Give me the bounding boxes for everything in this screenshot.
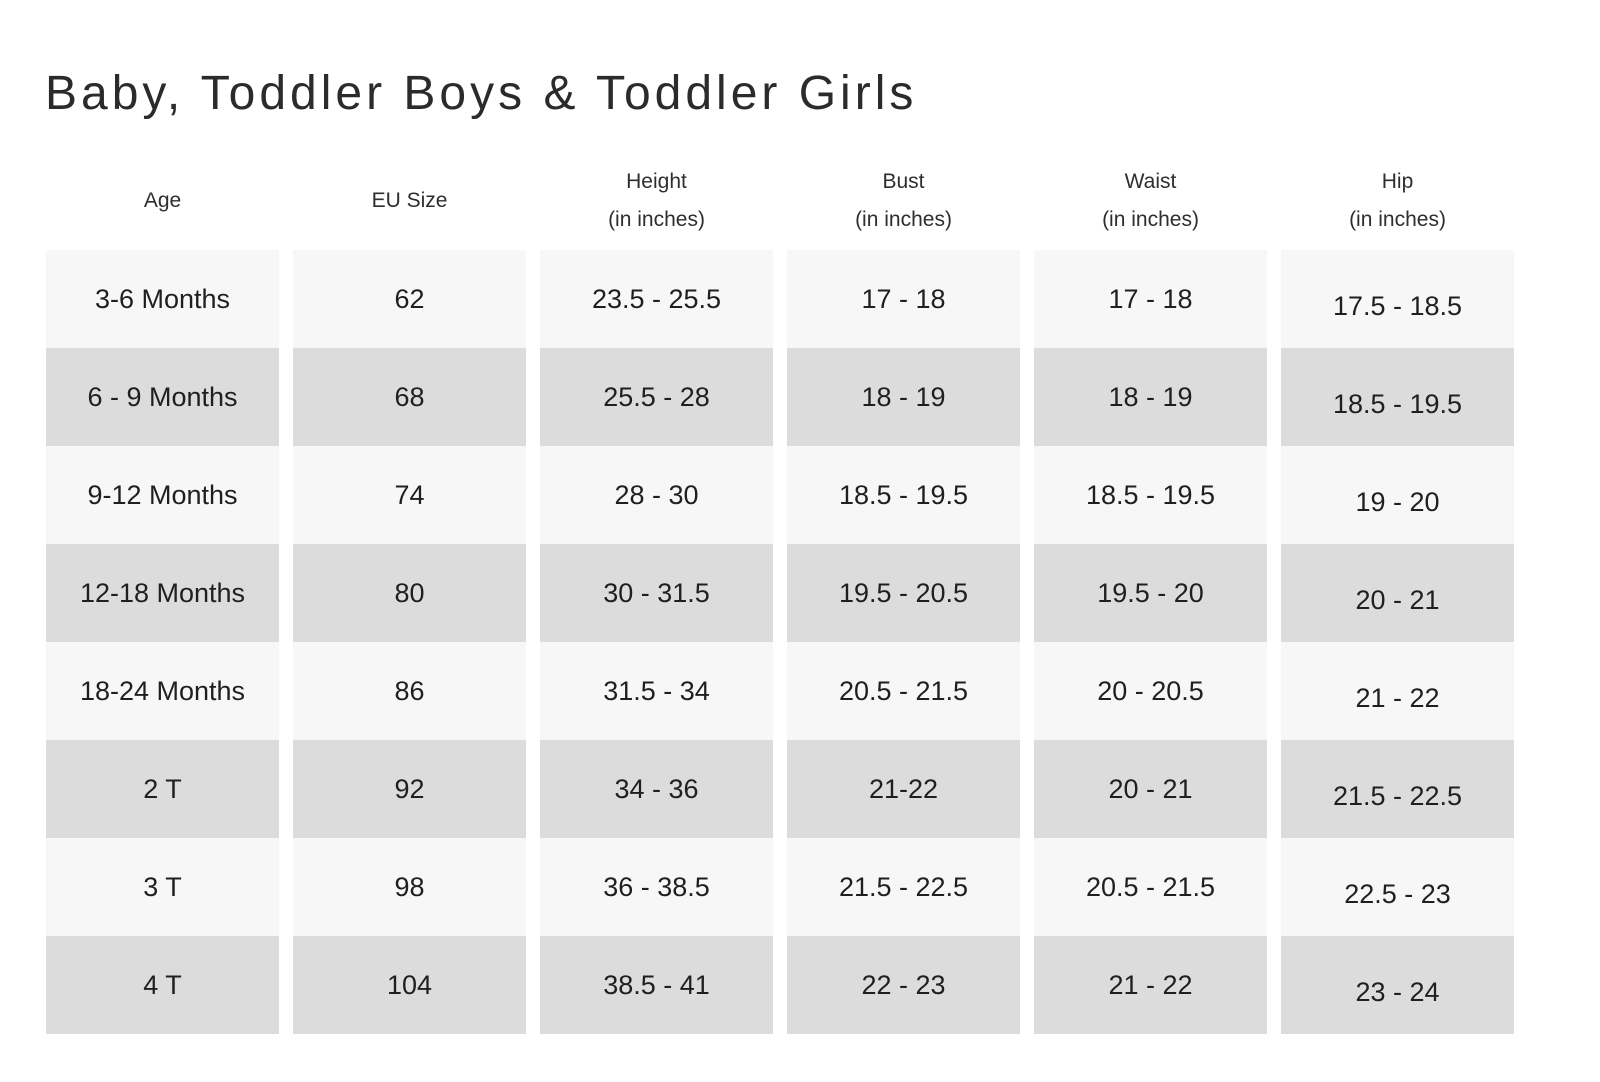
cell-value: 18-24 Months — [79, 675, 246, 706]
table-cell — [1034, 936, 1267, 1034]
cell-value: 22.5 - 23 — [1344, 878, 1451, 909]
cell-value: 20.5 - 21.5 — [1085, 871, 1216, 902]
table-cell — [1281, 642, 1514, 740]
cell-value: 31.5 - 34 — [603, 675, 710, 706]
column-header-sublabel: (in inches) — [1102, 208, 1199, 231]
cell-value: 21 - 22 — [1108, 969, 1193, 1000]
cell-value: 21-22 — [868, 773, 939, 804]
cell-value: 17 - 18 — [1108, 283, 1193, 314]
table-cell — [787, 446, 1020, 544]
table-cell — [1281, 740, 1514, 838]
cell-value: 38.5 - 41 — [603, 969, 710, 1000]
cell-value: 62 — [394, 283, 425, 314]
cell-value: 23.5 - 25.5 — [591, 283, 722, 314]
cell-value: 18 - 19 — [1108, 381, 1193, 412]
cell-value: 23 - 24 — [1355, 976, 1440, 1007]
table-cell — [787, 250, 1020, 348]
table-cell — [540, 642, 773, 740]
column-header-sublabel: (in inches) — [608, 208, 705, 231]
column-header-waist — [1034, 152, 1267, 250]
table-cell — [540, 446, 773, 544]
cell-value: 20.5 - 21.5 — [838, 675, 969, 706]
size-chart-table — [46, 152, 1514, 1034]
cell-value: 25.5 - 28 — [603, 381, 710, 412]
table-cell — [1281, 936, 1514, 1034]
table-cell — [1034, 642, 1267, 740]
cell-value: 74 — [394, 479, 425, 510]
cell-value: 68 — [394, 381, 425, 412]
table-cell — [1281, 250, 1514, 348]
cell-value: 19 - 20 — [1355, 486, 1440, 517]
table-cell — [1034, 446, 1267, 544]
table-cell — [46, 348, 279, 446]
column-header-label: Waist — [1124, 170, 1177, 193]
table-cell — [787, 348, 1020, 446]
table-cell — [540, 936, 773, 1034]
cell-value: 86 — [394, 675, 425, 706]
cell-value: 18.5 - 19.5 — [838, 479, 969, 510]
cell-value: 3 T — [143, 871, 182, 902]
cell-value: 19.5 - 20.5 — [838, 577, 969, 608]
table-cell — [1034, 250, 1267, 348]
cell-value: 21 - 22 — [1355, 682, 1440, 713]
cell-value: 20 - 20.5 — [1097, 675, 1204, 706]
table-cell — [787, 838, 1020, 936]
table-cell — [46, 250, 279, 348]
table-cell — [787, 936, 1020, 1034]
table-cell — [540, 348, 773, 446]
cell-value: 18.5 - 19.5 — [1332, 388, 1463, 419]
column-header-label: Age — [143, 189, 182, 212]
cell-value: 20 - 21 — [1108, 773, 1193, 804]
cell-value: 28 - 30 — [614, 479, 699, 510]
table-cell — [540, 838, 773, 936]
table-cell — [293, 250, 526, 348]
column-header-height — [540, 152, 773, 250]
cell-value: 21.5 - 22.5 — [838, 871, 969, 902]
cell-value: 3-6 Months — [94, 283, 231, 314]
cell-value: 17.5 - 18.5 — [1332, 290, 1463, 321]
column-header-sublabel: (in inches) — [1349, 208, 1446, 231]
table-cell — [293, 838, 526, 936]
cell-value: 104 — [386, 969, 433, 1000]
table-cell — [1034, 544, 1267, 642]
table-cell — [293, 348, 526, 446]
cell-value: 12-18 Months — [79, 577, 246, 608]
table-cell — [46, 740, 279, 838]
table-cell — [1281, 544, 1514, 642]
cell-value: 34 - 36 — [614, 773, 699, 804]
column-header-label: Height — [626, 170, 687, 193]
table-cell — [46, 642, 279, 740]
table-cell — [787, 544, 1020, 642]
column-header-age — [46, 152, 279, 250]
cell-value: 98 — [394, 871, 425, 902]
table-cell — [540, 544, 773, 642]
table-cell — [46, 446, 279, 544]
table-cell — [293, 446, 526, 544]
cell-value: 9-12 Months — [87, 479, 238, 510]
cell-value: 19.5 - 20 — [1097, 577, 1204, 608]
table-cell — [293, 544, 526, 642]
table-cell — [1034, 348, 1267, 446]
cell-value: 22 - 23 — [861, 969, 946, 1000]
cell-value: 17 - 18 — [861, 283, 946, 314]
table-cell — [540, 250, 773, 348]
column-header-label: EU Size — [371, 189, 448, 212]
table-cell — [1034, 740, 1267, 838]
cell-value: 30 - 31.5 — [603, 577, 710, 608]
column-header-label: Hip — [1381, 170, 1414, 193]
table-cell — [540, 740, 773, 838]
column-header-label: Bust — [882, 170, 925, 193]
table-cell — [293, 936, 526, 1034]
table-cell — [293, 740, 526, 838]
cell-value: 20 - 21 — [1355, 584, 1440, 615]
column-header-hip — [1281, 152, 1514, 250]
cell-value: 80 — [394, 577, 425, 608]
column-header-bust — [787, 152, 1020, 250]
cell-value: 92 — [394, 773, 425, 804]
table-cell — [1281, 838, 1514, 936]
cell-value: 4 T — [143, 969, 182, 1000]
table-cell — [46, 544, 279, 642]
column-header-sublabel: (in inches) — [855, 208, 952, 231]
column-header-eu-size — [293, 152, 526, 250]
table-cell — [1034, 838, 1267, 936]
cell-value: 36 - 38.5 — [603, 871, 710, 902]
cell-value: 21.5 - 22.5 — [1332, 780, 1463, 811]
table-cell — [46, 936, 279, 1034]
table-cell — [1281, 348, 1514, 446]
table-cell — [1281, 446, 1514, 544]
table-cell — [787, 642, 1020, 740]
table-cell — [293, 642, 526, 740]
cell-value: 18.5 - 19.5 — [1085, 479, 1216, 510]
cell-value: 18 - 19 — [861, 381, 946, 412]
cell-value: 6 - 9 Months — [87, 381, 238, 412]
table-cell — [46, 838, 279, 936]
page-title: Baby, Toddler Boys & Toddler Girls — [45, 67, 918, 120]
table-cell — [787, 740, 1020, 838]
cell-value: 2 T — [143, 773, 182, 804]
